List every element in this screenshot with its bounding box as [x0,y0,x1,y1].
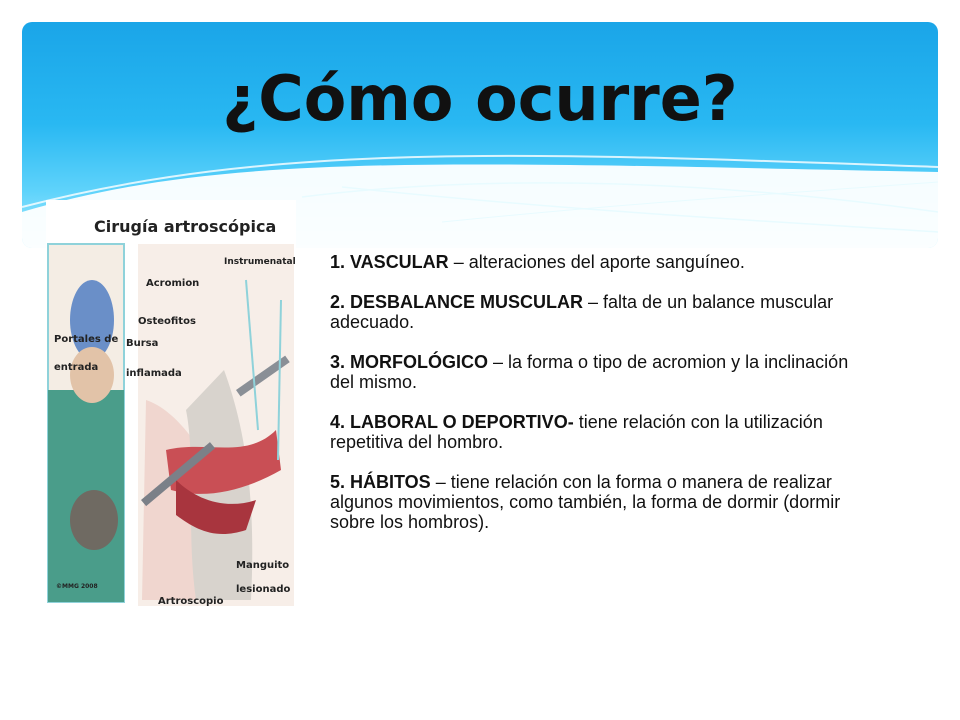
list-item: 4. LABORAL O DEPORTIVO- tiene relación con la utilización repetitiva del hombro. [330,412,823,452]
label-portales-line2: entrada [54,362,99,373]
list-item: 3. MORFOLÓGICO – la forma o tipo de acromion y la inclinación del mismo. [330,352,849,392]
label-instrumental: Instrumenatal [224,257,296,267]
causes-list [330,252,870,552]
illustration-credit: ©MMG 2008 [56,583,98,590]
label-manguito-line2: lesionado [236,584,291,595]
label-bursa-line1: Bursa [126,338,159,349]
label-portales-line1: Portales de [54,334,119,345]
label-artroscopio: Artroscopio [158,596,224,607]
label-osteofitos: Osteofitos [138,316,196,327]
list-item: 5. HÁBITOS – tiene relación con la forma o manera de realizar algunos movimientos, como también, la forma de dormir (dormir sobre los hombros). [330,472,841,532]
label-acromion: Acromion [146,278,200,289]
label-bursa-line2: inflamada [126,368,182,379]
list-item: 1. VASCULAR – alteraciones del aporte sanguíneo. [330,252,745,272]
illustration-heading: Cirugía artroscópica [94,217,277,236]
label-manguito-line1: Manguito [236,560,290,571]
arthroscopic-surgery-illustration [46,200,296,612]
slide-title: ¿Cómo ocurre? [222,62,738,135]
list-item: 2. DESBALANCE MUSCULAR – falta de un balance muscular adecuado. [330,292,834,332]
